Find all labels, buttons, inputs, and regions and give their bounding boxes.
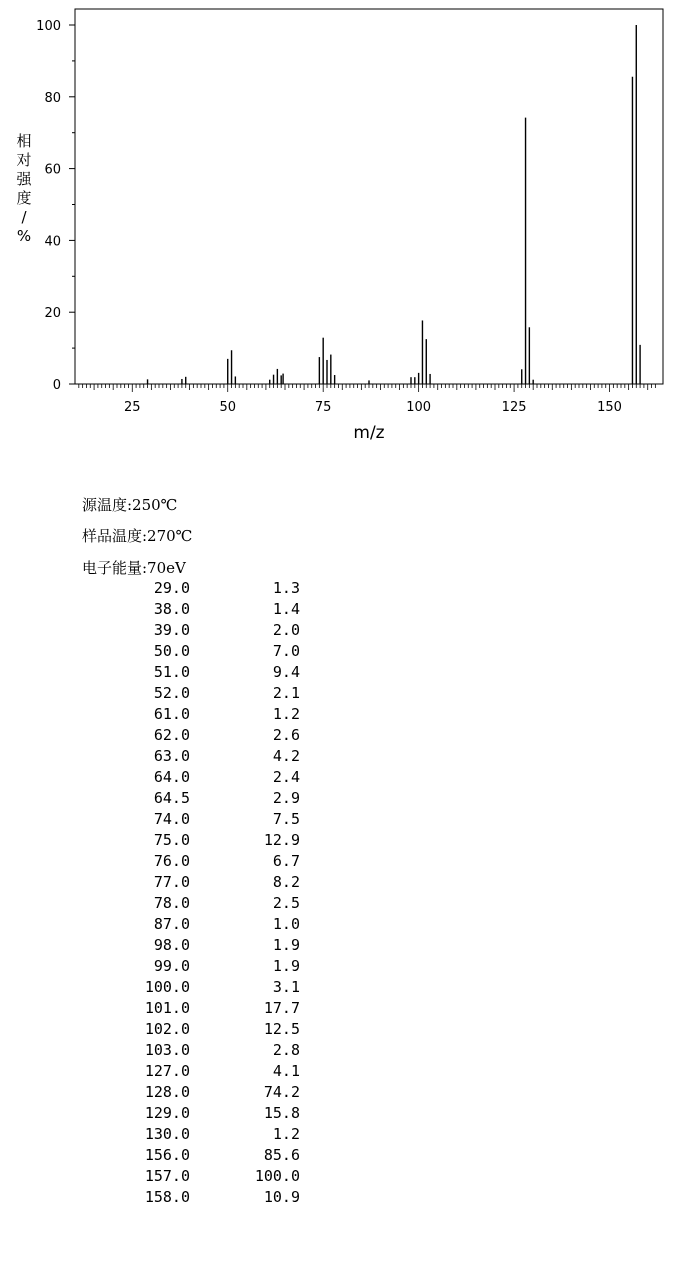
- intensity-cell: 74.2: [263, 1083, 300, 1101]
- intensity-cell: 1.3: [272, 579, 300, 597]
- table-row: [82, 1166, 300, 1187]
- intensity-cell: 10.9: [263, 1188, 300, 1206]
- table-row: [82, 788, 300, 809]
- peak-table: [82, 578, 300, 1208]
- intensity-cell: 2.1: [272, 684, 300, 702]
- mz-cell: 61.0: [153, 705, 190, 723]
- table-row: [82, 872, 300, 893]
- mz-cell: 74.0: [153, 810, 190, 828]
- mz-cell: 87.0: [153, 915, 190, 933]
- mz-cell: 101.0: [144, 999, 190, 1017]
- intensity-cell: 100.0: [254, 1167, 300, 1185]
- table-row: [82, 893, 300, 914]
- y-tick-label: 60: [44, 162, 61, 178]
- table-row: [82, 830, 300, 851]
- y-tick-label: 20: [44, 306, 61, 322]
- intensity-cell: 85.6: [263, 1146, 300, 1164]
- intensity-cell: 4.1: [272, 1062, 300, 1080]
- table-row: [82, 1082, 300, 1103]
- table-row: [82, 1019, 300, 1040]
- table-row: [82, 956, 300, 977]
- table-row: [82, 1103, 300, 1124]
- table-row: [82, 767, 300, 788]
- intensity-cell: 2.8: [272, 1041, 300, 1059]
- table-row: [82, 599, 300, 620]
- spectrum-bars: [148, 25, 641, 384]
- intensity-cell: 7.0: [272, 642, 300, 660]
- mz-cell: 157.0: [144, 1167, 190, 1185]
- mz-cell: 77.0: [153, 873, 190, 891]
- sample-temperature: 样品温度:270℃: [82, 527, 193, 545]
- mz-cell: 102.0: [144, 1020, 190, 1038]
- intensity-cell: 12.5: [263, 1020, 300, 1038]
- y-axis: [36, 19, 75, 393]
- mz-cell: 64.0: [153, 768, 190, 786]
- intensity-cell: 1.9: [272, 936, 300, 954]
- x-tick-label: 25: [123, 400, 141, 415]
- x-tick-label: 50: [219, 400, 237, 415]
- intensity-cell: 2.6: [272, 726, 300, 744]
- table-row: [82, 914, 300, 935]
- intensity-cell: 2.0: [272, 621, 300, 639]
- intensity-cell: 1.2: [272, 705, 300, 723]
- intensity-cell: 9.4: [272, 663, 300, 681]
- mz-cell: 52.0: [153, 684, 190, 702]
- mz-cell: 62.0: [153, 726, 190, 744]
- plot-frame: [75, 9, 663, 384]
- table-row: [82, 1061, 300, 1082]
- y-tick-label: 80: [44, 90, 61, 106]
- intensity-cell: 6.7: [272, 852, 300, 870]
- intensity-cell: 15.8: [263, 1104, 300, 1122]
- x-tick-label: 125: [501, 400, 527, 415]
- mz-cell: 158.0: [144, 1188, 190, 1206]
- x-tick-label: 75: [314, 400, 332, 415]
- mz-cell: 130.0: [144, 1125, 190, 1143]
- x-axis-label: m/z: [353, 423, 385, 443]
- intensity-cell: 1.4: [272, 600, 300, 618]
- electron-energy: 电子能量:70eV: [82, 559, 186, 577]
- intensity-cell: 17.7: [263, 999, 300, 1017]
- table-row: [82, 662, 300, 683]
- mz-cell: 127.0: [144, 1062, 190, 1080]
- table-row: [82, 851, 300, 872]
- y-axis-label: 相 对 强 度 / %: [16, 132, 32, 245]
- mz-cell: 99.0: [153, 957, 190, 975]
- mz-cell: 75.0: [153, 831, 190, 849]
- table-row: [82, 704, 300, 725]
- table-row: [82, 935, 300, 956]
- y-tick-label: 0: [52, 378, 61, 393]
- mz-cell: 63.0: [153, 747, 190, 765]
- mz-cell: 129.0: [144, 1104, 190, 1122]
- mz-cell: 128.0: [144, 1083, 190, 1101]
- table-row: [82, 1124, 300, 1145]
- mz-cell: 51.0: [153, 663, 190, 681]
- table-row: [82, 977, 300, 998]
- intensity-cell: 2.4: [272, 768, 300, 786]
- table-row: [82, 1040, 300, 1061]
- table-row: [82, 998, 300, 1019]
- table-row: [82, 1145, 300, 1166]
- x-tick-label: 150: [597, 400, 622, 415]
- y-tick-label: 40: [44, 234, 61, 250]
- intensity-cell: 1.9: [272, 957, 300, 975]
- table-row: [82, 578, 300, 599]
- mz-cell: 50.0: [153, 642, 190, 660]
- mz-cell: 100.0: [144, 978, 190, 996]
- table-row: [82, 725, 300, 746]
- table-row: [82, 683, 300, 704]
- mz-cell: 156.0: [144, 1146, 190, 1164]
- table-row: [82, 746, 300, 767]
- table-row: [82, 641, 300, 662]
- source-temperature: 源温度:250℃: [82, 496, 178, 514]
- intensity-cell: 8.2: [272, 873, 300, 891]
- table-row: [82, 1187, 300, 1208]
- intensity-cell: 2.9: [272, 789, 300, 807]
- table-row: [82, 620, 300, 641]
- mz-cell: 38.0: [153, 600, 190, 618]
- mz-cell: 29.0: [153, 579, 190, 597]
- table-row: [82, 809, 300, 830]
- mz-cell: 103.0: [144, 1041, 190, 1059]
- mass-spectrum-chart: [0, 0, 687, 470]
- intensity-cell: 1.0: [272, 915, 300, 933]
- mz-cell: 76.0: [153, 852, 190, 870]
- x-tick-label: 100: [406, 400, 432, 415]
- mz-cell: 98.0: [153, 936, 190, 954]
- x-axis: [79, 384, 656, 415]
- intensity-cell: 1.2: [272, 1125, 300, 1143]
- intensity-cell: 3.1: [272, 978, 300, 996]
- intensity-cell: 2.5: [272, 894, 300, 912]
- intensity-cell: 12.9: [263, 831, 300, 849]
- mz-cell: 64.5: [153, 789, 190, 807]
- intensity-cell: 7.5: [272, 810, 300, 828]
- intensity-cell: 4.2: [272, 747, 300, 765]
- y-tick-label: 100: [36, 19, 61, 34]
- mz-cell: 39.0: [153, 621, 190, 639]
- mz-cell: 78.0: [153, 894, 190, 912]
